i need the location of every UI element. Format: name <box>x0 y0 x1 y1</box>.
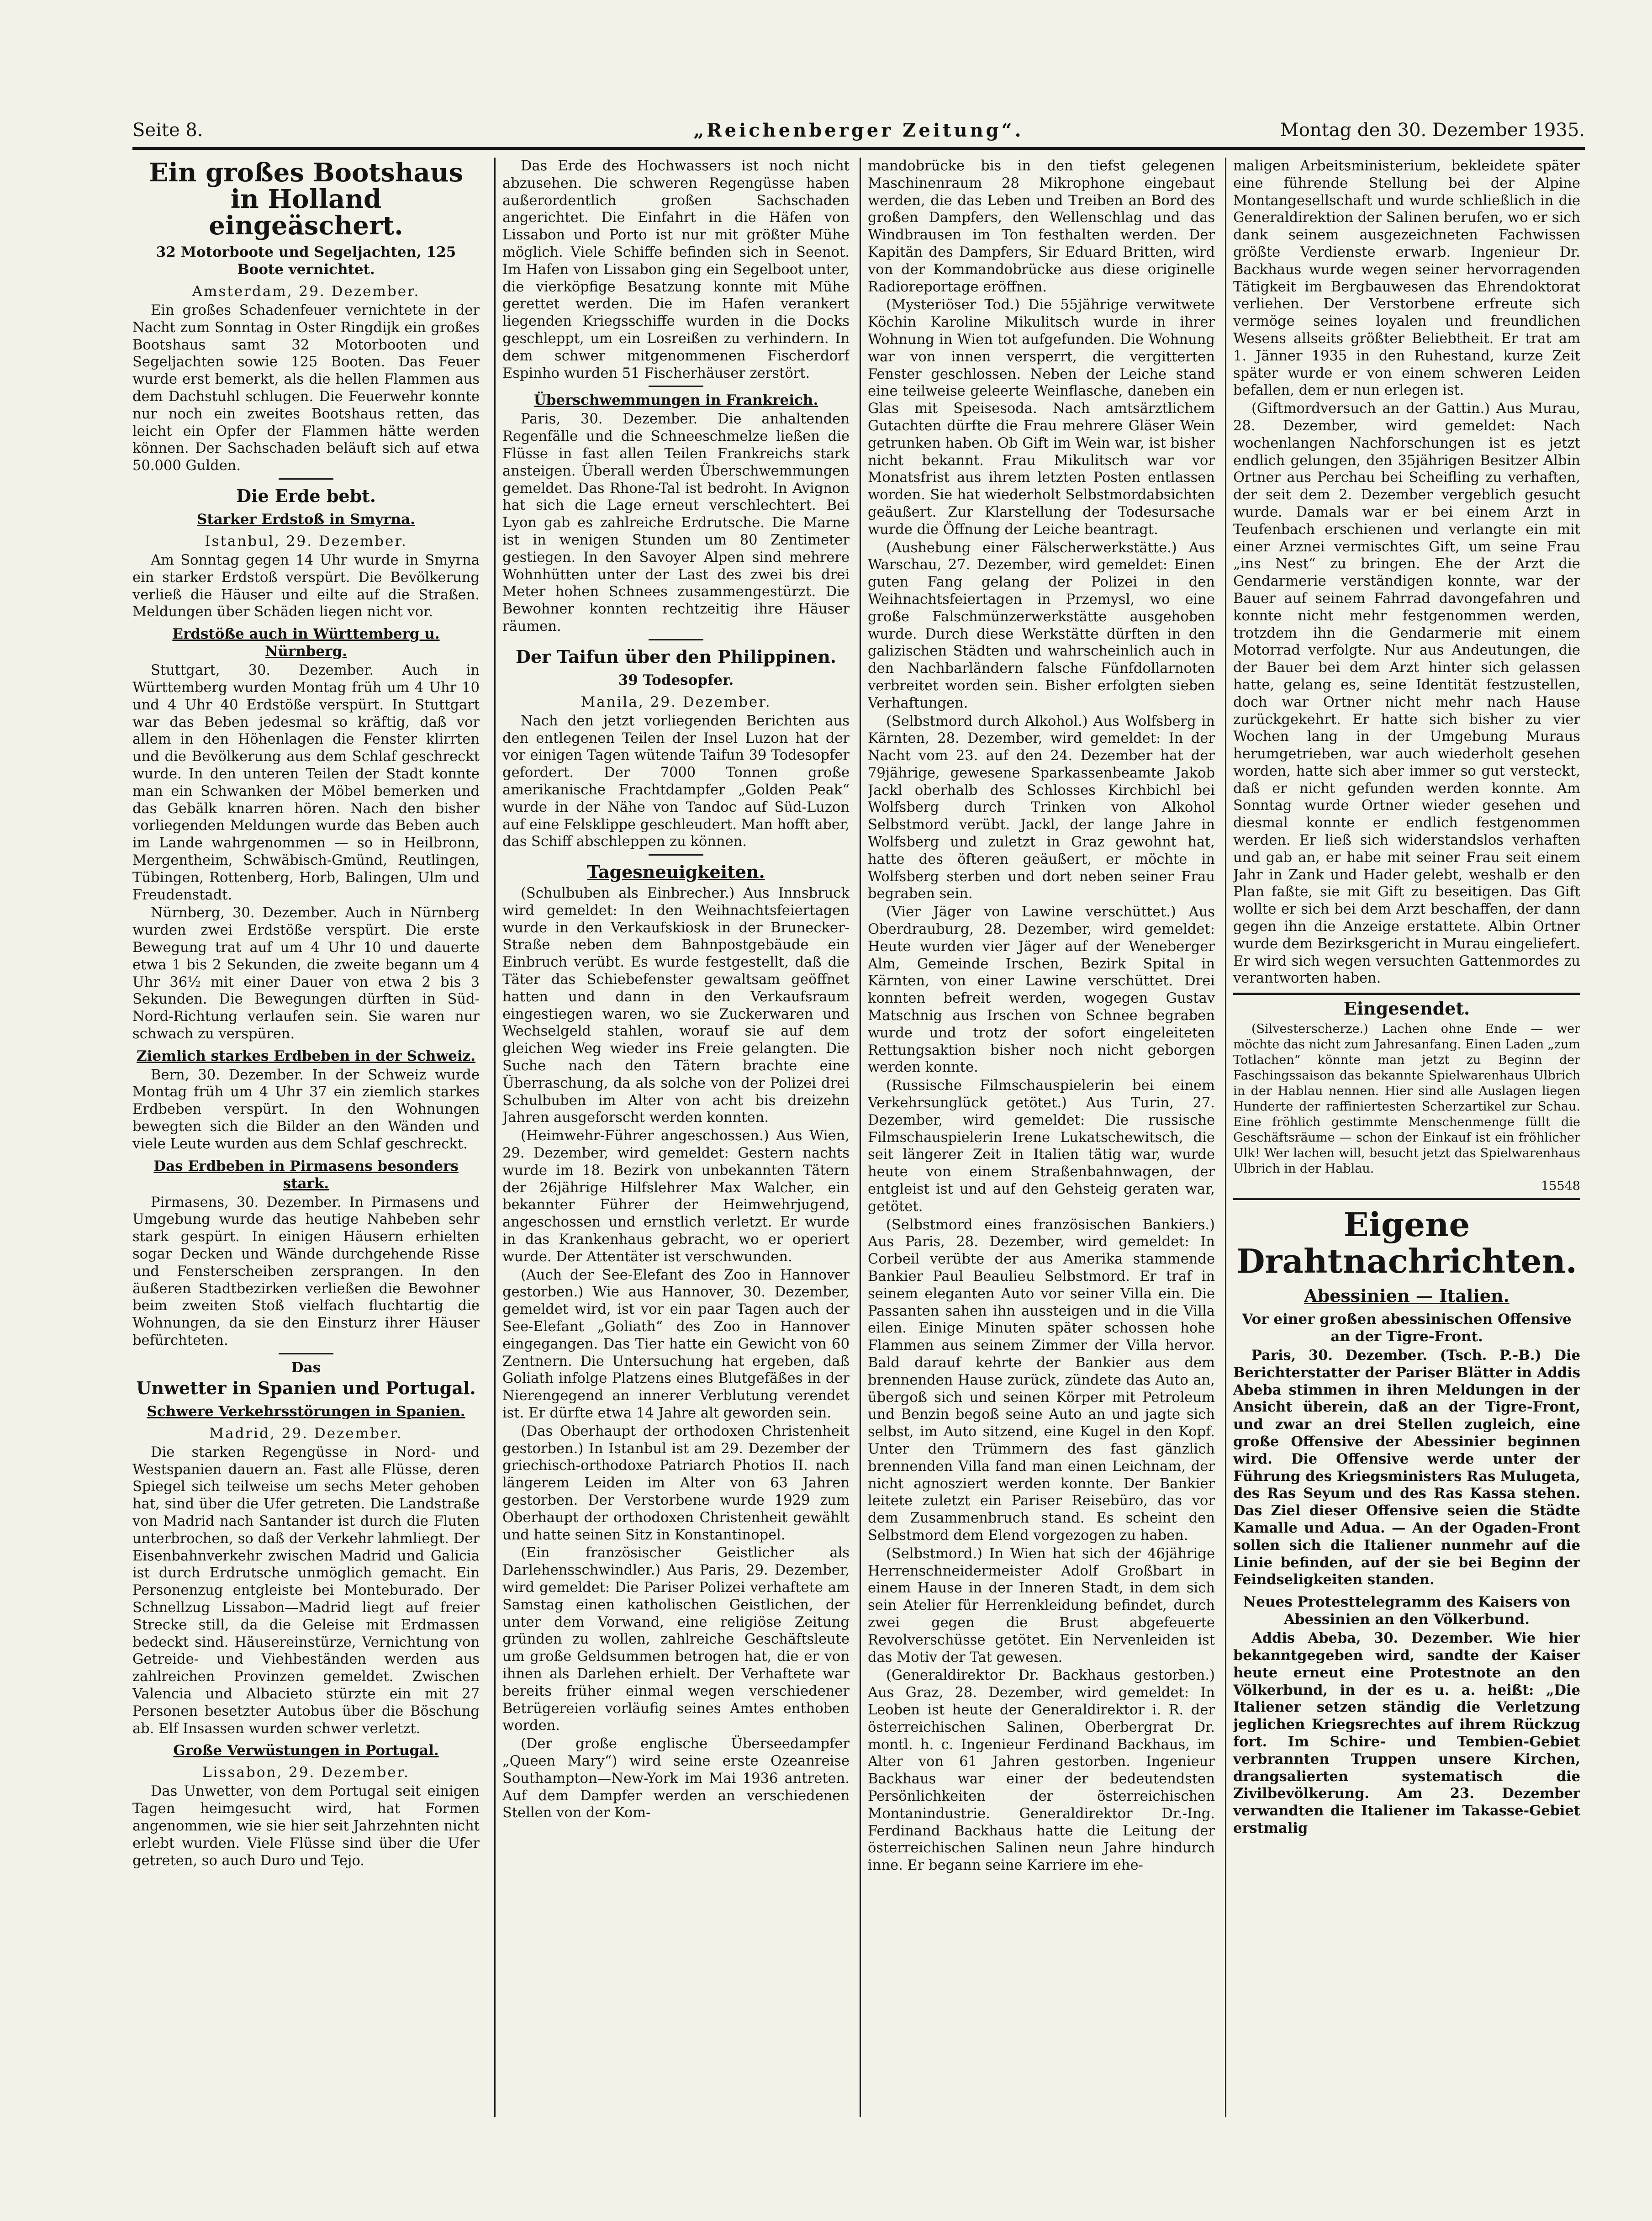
page-number: Seite 8. <box>132 120 203 141</box>
article-paragraph: Pirmasens, 30. Dezember. In Pirmasens und Umgebung wurde das heutige Nahbeben sehr stark gespürt. In einigen Häusern erhielten sogar Decken und Wände durchgehende Risse und Fensterscheiben zersprangen. In den äußeren Stadtbezirken verließen die Bewohner beim zweiten Stoß vielfach fluchtartig die Wohnungen, da sie den Einsturz ihrer Häuser befürchteten. <box>132 1194 480 1349</box>
column-rule <box>494 158 496 2117</box>
column-3 <box>868 158 1215 2117</box>
column-2 <box>502 158 850 2117</box>
news-item: (Heimwehr-Führer angeschossen.) Aus Wien, 29. Dezember, wird gemeldet: Gestern nachts wurde im 18. Bezirk von unbekannten Tätern der 26jährige Hilfslehrer Max Walcher, ein bekannter Führer der Heimwehrjugend, angeschossen und ernstlich verletzt. Er wurde in das Krankenhaus gebracht, wo er operiert wurde. Der Attentäter ist verschwunden. <box>502 1128 850 1265</box>
subheadline: Große Verwüstungen in Portugal. <box>173 1742 439 1759</box>
ad-number: 15548 <box>1541 1179 1580 1194</box>
issue-date: Montag den 30. Dezember 1935. <box>1280 120 1585 141</box>
news-item: (Russische Filmschauspielerin bei einem Verkehrsunglück getötet.) Aus Turin, 27. Dezember, wird gemeldet: Die russische Filmschauspielerin Irene Lukatschewitsch, die seit längerer Zeit in Italien tätig war, wurde heute von einem Straßenbahnwagen, der entgleist ist und auf den Gehsteig geraten war, getötet. <box>868 1078 1215 1215</box>
article-paragraph: Paris, 30. Dezember. Die anhaltenden Regenfälle und die Schneeschmelze ließen die Flüsse in fast allen Teilen Frankreichs stark ansteigen. Überall werden Überschwemmungen gemeldet. Das Rhone-Tal ist bedroht. In Avignon hat sich die Lage erneut verschlechtert. Bei Lyon gab es zahlreiche Erdrutsche. Die Marne ist in wenigen Stunden um 80 Zentimeter gestiegen. In den Savoyer Alpen sind mehrere Wohnhütten unter der Last des zwei bis drei Meter hohen Schnees zusammengestürzt. Die Bewohner konnten rechtzeitig ihre Häuser räumen. <box>502 411 850 635</box>
news-item: maligen Arbeitsministerium, bekleidete später eine führende Stellung bei der Alpine Montangesellschaft und wurde schließlich in die Generaldirektion der Salinen berufen, wo er sich dank seinem ausgezeichneten Fachwissen größte Verdienste erwarb. Ingenieur Dr. Backhaus wurde wegen seiner hervorragenden Tätigkeit im Bergbauwesen das Ehrendoktorat verliehen. Der Verstorbene erfreute sich vermöge seines loyalen und freundlichen Wesens allseits größter Beliebtheit. Er trat am 1. Jänner 1935 in den Ruhestand, kurze Zeit später wurde er von einem schweren Leiden befallen, dem er nun erlegen ist. <box>1233 158 1580 399</box>
subheadline: Neues Protesttelegramm des Kaisers von Abessinien an den Völkerbund. <box>1243 1594 1571 1628</box>
news-item: (Auch der See-Elefant des Zoo in Hannover gestorben.) Wie aus Hannover, 30. Dezember, gemeldet wird, ist vor ein paar Tagen auch der See-Elefant „Goliath“ des Zoo in Hannover eingegangen. Das Tier hatte ein Gewicht von 60 Zentnern. Die Untersuchung hat ergeben, daß Goliath infolge Platzens eines Blutgefäßes in der Nierengegend an innerer Verblutung verendet ist. Er dürfte etwa 14 Jahre alt geworden sein. <box>502 1267 850 1421</box>
advertisement-box <box>1233 993 1580 1200</box>
article-paragraph: Ein großes Schadenfeuer vernichtete in der Nacht zum Sonntag in Oster Ringdijk ein großes Bootshaus samt 32 Motorbooten und Segeljachten sowie 125 Booten. Das Feuer wurde erst bemerkt, als die hellen Flammen aus dem Dachstuhl schlugen. Die Feuerwehr konnte nur noch ein zweites Bootshaus retten, das leicht ein Opfer der Flammen hätte werden können. Der Sachschaden beläuft sich auf etwa 50.000 Gulden. <box>132 302 480 474</box>
headline: Eingesendet. <box>1343 998 1470 1019</box>
news-item: (Giftmordversuch an der Gattin.) Aus Murau, 28. Dezember, wird gemeldet: Nach wochenlangen Nachforschungen ist es jetzt endlich gelungen, den 35jährigen Besitzer Albin Ortner aus Perchau bei Scheifling zu verhaften, der seit dem 2. Dezember vergeblich gesucht wurde. Damals war er bei einem Arzt in Teufenbach erschienen und verlangte ein mit einer Arznei vermischtes Gift, um seine Frau „ins Nest“ zu bringen. Ehe der Arzt die Gendarmerie verständigen konnte, war der Bauer auf seinem Fahrrad davongefahren und konnte nicht mehr festgenommen werden, trotzdem ihn die Gendarmerie mit einem Motorrad verfolgte. Nur aus Andeutungen, die der Bauer bei dem Arzt hinter sich gelassen hatte, gelang es, seine Identität festzustellen, doch war Ortner nicht mehr nach Hause zurückgekehrt. Er hatte sich bisher zu vier Wochen lang in der Umgebung Muraus herumgetrieben, war auch wiederholt gesehen worden, hatte sich aber immer so gut versteckt, daß er nicht gefunden werden konnte. Am Sonntag wurde Ortner wieder gesehen und diesmal konnte er endlich festgenommen werden. Er ließ sich widerstandslos verhaften und gab an, er habe mit seiner Frau seit einem Jahr in Zank und Hader gelebt, weshalb er den Plan faßte, sie mit Gift zu beseitigen. Das Gift wollte er sich bei dem Arzt beschaffen, der dann gegen ihn die Anzeige erstattete. Albin Ortner wurde dem Bezirksgericht in Murau eingeliefert. Er wird sich wegen versuchten Gattenmordes zu verantworten haben. <box>1233 401 1580 987</box>
news-item: (Das Oberhaupt der orthodoxen Christenheit gestorben.) In Istanbul ist am 29. Dezember der griechisch-orthodoxe Patriarch Photios II. nach längerem Leiden im Alter von 63 Jahren gestorben. Der Verstorbene wurde 1929 zum Oberhaupt der orthodoxen Christenheit gewählt und hatte seinen Sitz in Konstantinopel. <box>502 1423 850 1543</box>
article-paragraph: Das Unwetter, von dem Portugal seit einigen Tagen heimgesucht wird, hat Formen angenommen, wie sie hier seit Jahrzehnten nicht erlebt wurden. Viele Flüsse sind über die Ufer getreten, so auch Duro und Tejo. <box>132 1783 480 1869</box>
article-paragraph: Bern, 30. Dezember. In der Schweiz wurde Montag früh um 4 Uhr 37 ein ziemlich starkes Erdbeben verspürt. In den Wohnungen bewegten sich die Bilder an den Wänden und viele Leute wurden aus dem Schlaf geschreckt. <box>132 1067 480 1152</box>
news-item: (Vier Jäger von Lawine verschüttet.) Aus Oberdrauburg, 28. Dezember, wird gemeldet: Heute wurden vier Jäger auf der Weneberger Alm, Gemeinde Irschen, Bezirk Spital in Kärnten, von einer Lawine verschüttet. Drei konnten befreit werden, wogegen Gustav Matschnig aus Irschen von Schnee begraben wurde und trotz der sofort eingeleiteten Rettungsaktion bisher noch nicht geborgen werden konnte. <box>868 904 1215 1076</box>
dateline: Madrid, 29. Dezember. <box>209 1425 403 1442</box>
news-item: mandobrücke bis in den tiefst gelegenen Maschinenraum 28 Mikrophone eingebaut werden, die das Leben und Treiben an Bord des großen Dampfers, den Wellenschlag und das Windbrausen im Ton festhalten werden. Der Kapitän des Dampfers, Sir Eduard Britten, wird von der Kommandobrücke aus diese originelle Radioreportage eröffnen. <box>868 158 1215 295</box>
article-paragraph: Paris, 30. Dezember. (Tsch. P.-B.) Die Berichterstatter der Pariser Blätter in Addis Abeba stimmen in ihren Meldungen in der Ansicht überein, daß an der Tigre-Front, und zwar an drei Stellen zugleich, eine große Offensive der Abessinier beginnen wird. Die Offensive werde unter der Führung des Kriegsministers Ras Mulugeta, des Ras Seyum und des Ras Kassa stehen. Das Ziel dieser Offensive seien die Städte Kamalle und Adua. — An der Ogaden-Front sollen sich die Italiener nunmehr auf die Linie befinden, auf der sie bei Beginn der Feindseligkeiten standen. <box>1233 1347 1580 1588</box>
news-item: (Mysteriöser Tod.) Die 55jährige verwitwete Köchin Karoline Mikulitsch wurde in ihrer Wohnung in Wien tot aufgefunden. Die Wohnung war von innen versperrt, die vergitterten Fenster geschlossen. Neben der Leiche stand eine teilweise geleerte Weinflasche, daneben ein Glas mit Speisesoda. Nach amtsärztlichem Gutachten dürfte die Frau mehrere Gläser Wein getrunken haben. Ob Gift im Wein war, ist bisher nicht bekannt. Frau Mikulitsch war vor Monatsfrist aus ihrem letzten Posten entlassen worden. Sie hat wiederholt Selbstmordabsichten geäußert. Zur Klarstellung der Todesursache wurde die Öffnung der Leiche beantragt. <box>868 297 1215 538</box>
headline: Der Taifun über den Philippinen. <box>516 646 836 667</box>
subheadline: Vor einer großen abessinischen Offensive an der Tigre-Front. <box>1242 1311 1572 1345</box>
headline: Überschwemmungen in Frankreich. <box>533 392 818 409</box>
dateline: Manila, 29. Dezember. <box>581 693 771 710</box>
divider <box>649 854 703 856</box>
dateline: Amsterdam, 29. Dezember. <box>192 283 420 300</box>
divider <box>649 639 703 640</box>
subheadline: Starker Erdstoß in Smyrna. <box>197 511 415 528</box>
page-header <box>132 120 1585 147</box>
section-heading: Tagesneuigkeiten. <box>587 862 765 883</box>
news-item: (Aushebung einer Fälscherwerkstätte.) Aus Warschau, 27. Dezember, wird gemeldet: Einen guten Fang gelang der Polizei in den Weihnachtsfeiertagen in Przemysl, wo eine große Falschmünzerwerkstätte ausgehoben wurde. Durch diese Werkstätte dürften in den galizischen Städten und wahrscheinlich auch in den Nachbarländern falsche Fünfdollarnoten verbreitet worden sein. Bisher erfolgten sieben Verhaftungen. <box>868 539 1215 711</box>
dateline: Istanbul, 29. Dezember. <box>205 533 407 550</box>
subheadline: 39 Todesopfer. <box>618 672 734 688</box>
divider <box>279 478 333 480</box>
advertisement-text: (Silvesterscherze.) Lachen ohne Ende — wer möchte das nicht zum Jahresanfang. Einen Laden „zum Totlachen“ könnte man jetzt zu Beginn der Faschingssaison das bekannte Spielwarenhaus Ulbrich in der Hablau nennen. Hier sind alle Auslagen liegen Hunderte der raffiniertesten Scherzartikel zur Schau. Eine fröhlich gestimmte Menschenmenge füllt die Geschäftsräume — schon der Einkauf ist ein fröhlicher Ulk! Wer lachen will, besucht jetzt das Spielwarenhaus Ulbrich in der Hablau. <box>1233 1022 1580 1176</box>
header-rule <box>132 147 1585 150</box>
headline: Die Erde bebt. <box>236 485 376 506</box>
subheadline: Abessinien — Italien. <box>1304 1285 1509 1306</box>
article-paragraph: Das Erde des Hochwassers ist noch nicht abzusehen. Die schweren Regengüsse haben außerordentlich großen Sachschaden angerichtet. Die Einfahrt in die Häfen von Lissabon und Porto ist nur mit größter Mühe möglich. Viele Schiffe befinden sich in Seenot. Im Hafen von Lissabon ging ein Segelboot unter, die vierköpfige Besatzung konnte mit Mühe gerettet werden. Die im Hafen verankert liegenden Kriegsschiffe wurden in die Docks geschleppt, um ein Losreißen zu verhindern. In dem schwer mitgenommenen Fischerdorf Espinho wurden 51 Fischerhäuser zerstört. <box>502 158 850 381</box>
news-item: (Selbstmord durch Alkohol.) Aus Wolfsberg in Kärnten, 28. Dezember, wird gemeldet: In der Nacht vom 23. auf den 24. Dezember hat der 79jährige, gewesene Sparkassenbeamte Jakob Jackl oberhalb des Schlosses Kirchbichl bei Wolfsberg durch Trinken von Alkohol Selbstmord verübt. Jackl, der lange Jahre in Wolfsberg und zuletzt in Graz gewohnt hat, hatte des öfteren geäußert, er möchte in Wolfsberg sterben und dort neben seiner Frau begraben sein. <box>868 713 1215 902</box>
article-paragraph: Die starken Regengüsse in Nord- und Westspanien dauern an. Fast alle Flüsse, deren Spiegel sich teilweise um sechs Meter gehoben hat, sind über die Ufer getreten. Die Landstraße von Madrid nach Santander ist durch die Fluten unterbrochen, so daß der Verkehr lahmliegt. Der Eisenbahnverkehr zwischen Madrid und Galicia ist durch Erdrutsche unmöglich gemacht. Ein Personenzug entgleiste bei Monteburado. Der Schnellzug Lissabon—Madrid liegt auf freier Strecke still, da die Geleise mit Erdmassen bedeckt sind. Häusereinstürze, Vernichtung von Getreide- und Viehbeständen werden aus zahlreichen Provinzen gemeldet. Zwischen Valencia und Albacieto stürzte ein mit 27 Personen besetzter Autobus über die Böschung ab. Elf Insassen wurden schwer verletzt. <box>132 1444 480 1737</box>
article-paragraph: Addis Abeba, 30. Dezember. Wie hier bekanntgegeben wird, sandte der Kaiser heute erneut eine Protestnote an den Völkerbund, in der es u. a. heißt: „Die Italiener setzen ständig die Verletzung jeglichen Kriegsrechtes auf ihrem Rückzug fort. Im Schire- und Tembien-Gebiet verbrannten Truppen unsere Kirchen, drangsalierten systematisch die Zivilbevölkerung. Am 23. Dezember verwandten die Italiener im Takasse-Gebiet erstmalig <box>1233 1630 1580 1836</box>
subheadline: Schwere Verkehrsstörungen in Spanien. <box>147 1403 465 1420</box>
article-paragraph: Nürnberg, 30. Dezember. Auch in Nürnberg wurden zwei Erdstöße verspürt. Die erste Bewegung trat auf um 4 Uhr 10 und dauerte etwa 1 bis 2 Sekunden, die zweite begann um 4 Uhr 36½ mit einer Dauer von etwa 2 bis 3 Sekunden. Die Bewegungen dürften in Süd-Nord-Richtung verlaufen sein. Sie waren nur schwach zu verspüren. <box>132 905 480 1042</box>
divider <box>649 386 703 387</box>
news-item: (Schulbuben als Einbrecher.) Aus Innsbruck wird gemeldet: In den Weihnachtsfeiertagen wurde in den Verkaufskiosk in der Brunecker-Straße neben dem Bahnpostgebäude ein Einbruch verübt. Es wurde festgestellt, daß die Täter das Schiebefenster gewaltsam geöffnet hatten und dann in den Verkaufsraum eingestiegen waren, wo sie Zuckerwaren und Wechselgeld stahlen, worauf sie auf dem gleichen Weg wieder ins Freie gelangten. Die Suche nach den Tätern brachte eine Überraschung, da als solche von der Polizei drei Schulbuben im Alter von acht bis dreizehn Jahren ausgeforscht werden konnten. <box>502 885 850 1126</box>
divider <box>279 1353 333 1354</box>
newspaper-title: „Reichenberger Zeitung“. <box>693 120 1024 141</box>
section-heading: Eigene Drahtnachrichten. <box>1236 1205 1577 1281</box>
column-rule <box>860 158 861 2117</box>
article-paragraph: Stuttgart, 30. Dezember. Auch in Württemberg wurden Montag früh um 4 Uhr 10 und 4 Uhr 40 Erdstöße verspürt. In Stuttgart war das Beben jedesmal so kräftig, daß vor allem in den Höhenlagen die Fenster klirrten und die Bevölkerung aus dem Schlaf geschreckt wurde. In den unteren Teilen der Stadt konnte man ein Schwanken der Möbel bemerken und das Gebälk knarren hören. Nach den bisher vorliegenden Meldungen wurde das Beben auch im Lande wahrgenommen — so in Heilbronn, Mergentheim, Schwäbisch-Gmünd, Reutlingen, Tübingen, Rottenberg, Horb, Balingen, Ulm und Freudenstadt. <box>132 662 480 903</box>
headline: Ein großes Bootshaus in Holland eingeäschert. <box>148 158 464 241</box>
column-rule <box>1225 158 1226 2117</box>
article-paragraph: Am Sonntag gegen 14 Uhr wurde in Smyrna ein starker Erdstoß verspürt. Die Bevölkerung verließ die Häuser und eilte auf die Straßen. Meldungen über Schäden liegen nicht vor. <box>132 552 480 620</box>
subheadline: Das Erdbeben in Pirmasens besonders stark. <box>153 1158 459 1192</box>
news-item: (Selbstmord.) In Wien hat sich der 46jährige Herrenschneidermeister Adolf Großbart in einem Hause in der Inneren Stadt, in dem sich sein Atelier für Herrenkleidung befindet, durch zwei gegen die Brust abgefeuerte Revolverschüsse getötet. Ein Nervenleiden ist das Motiv der Tat gewesen. <box>868 1545 1215 1666</box>
news-item: (Der große englische Überseedampfer „Queen Mary“) wird seine erste Ozeanreise Southampton—New-York im Mai 1936 antreten. Auf dem Dampfer werden an verschiedenen Stellen von der Kom- <box>502 1736 850 1821</box>
news-item: (Ein französischer Geistlicher als Darlehensschwindler.) Aus Paris, 29. Dezember, wird gemeldet: Die Pariser Polizei verhaftete am Samstag einen katholischen Geistlichen, der unter dem Vorwand, eine religiöse Zeitung gründen zu wollen, zahlreiche Geschäftsleute um große Geldsummen betrogen hat, die er von ihnen als Darlehen erhielt. Der Verhaftete war bereits früher einmal wegen verschiedener Betrügereien vorläufig seines Amtes enthoben worden. <box>502 1545 850 1734</box>
subheadline: 32 Motorboote und Segeljachten, 125 Boote vernichtet. <box>156 244 456 278</box>
news-item: (Generaldirektor Dr. Backhaus gestorben.) Aus Graz, 28. Dezember, wird gemeldet: In Leoben ist heute der Generaldirektor i. R. der österreichischen Salinen, Oberbergrat Dr. montl. h. c. Ingenieur Ferdinand Backhaus, im Alter von 61 Jahren gestorben. Ingenieur Backhaus war einer der bedeutendsten Persönlichkeiten der österreichischen Montanindustrie. Generaldirektor Dr.-Ing. Ferdinand Backhaus hatte die Leitung der österreichischen Salinen neun Jahre hindurch inne. Er begann seine Karriere im ehe- <box>868 1667 1215 1874</box>
news-item: (Selbstmord eines französischen Bankiers.) Aus Paris, 28. Dezember, wird gemeldet: In Corbeil verübte der aus Amerika stammende Bankier Paul Beaulieu Selbstmord. Er traf in seinem eleganten Auto vor seiner Villa ein. Die Passanten sahen ihn aussteigen und in die Villa eilen. Einige Minuten später schossen hohe Flammen aus seinem Zimmer der Villa hervor. Bald darauf kehrte der Bankier aus dem brennenden Hause zurück, zündete das Auto an, übergoß sich und seinen Körper mit Petroleum und Benzin begoß seine Auto an und jagte sich selbst, im Auto sitzend, eine Kugel in den Kopf. Unter den Trümmern des fast gänzlich brennenden Villa fand man einen Leichnam, der nicht agnosziert werden konnte. Der Bankier leitete zuletzt ein Pariser Reisebüro, das vor dem Zusammenbruch stand. Es scheint den Selbstmord dem Elend vorgezogen zu haben. <box>868 1216 1215 1544</box>
headline-prefix: Das <box>291 1359 321 1376</box>
headline: Unwetter in Spanien und Portugal. <box>136 1377 476 1398</box>
column-4 <box>1233 158 1580 2117</box>
article-paragraph: Nach den jetzt vorliegenden Berichten aus den entlegenen Teilen der Insel Luzon hat der vor einigen Tagen wütende Taifun 39 Todesopfer gefordert. Der 7000 Tonnen große amerikanische Frachtdampfer „Golden Peak“ wurde in der Nähe von Tandoc auf Süd-Luzon auf eine Felsklippe geschleudert. Man hofft aber, das Schiff abschleppen zu können. <box>502 713 850 850</box>
column-1 <box>132 158 480 2117</box>
subheadline: Erdstöße auch in Württemberg u. Nürnberg. <box>172 626 440 660</box>
dateline: Lissabon, 29. Dezember. <box>202 1764 410 1781</box>
subheadline: Ziemlich starkes Erdbeben in der Schweiz. <box>136 1047 476 1064</box>
